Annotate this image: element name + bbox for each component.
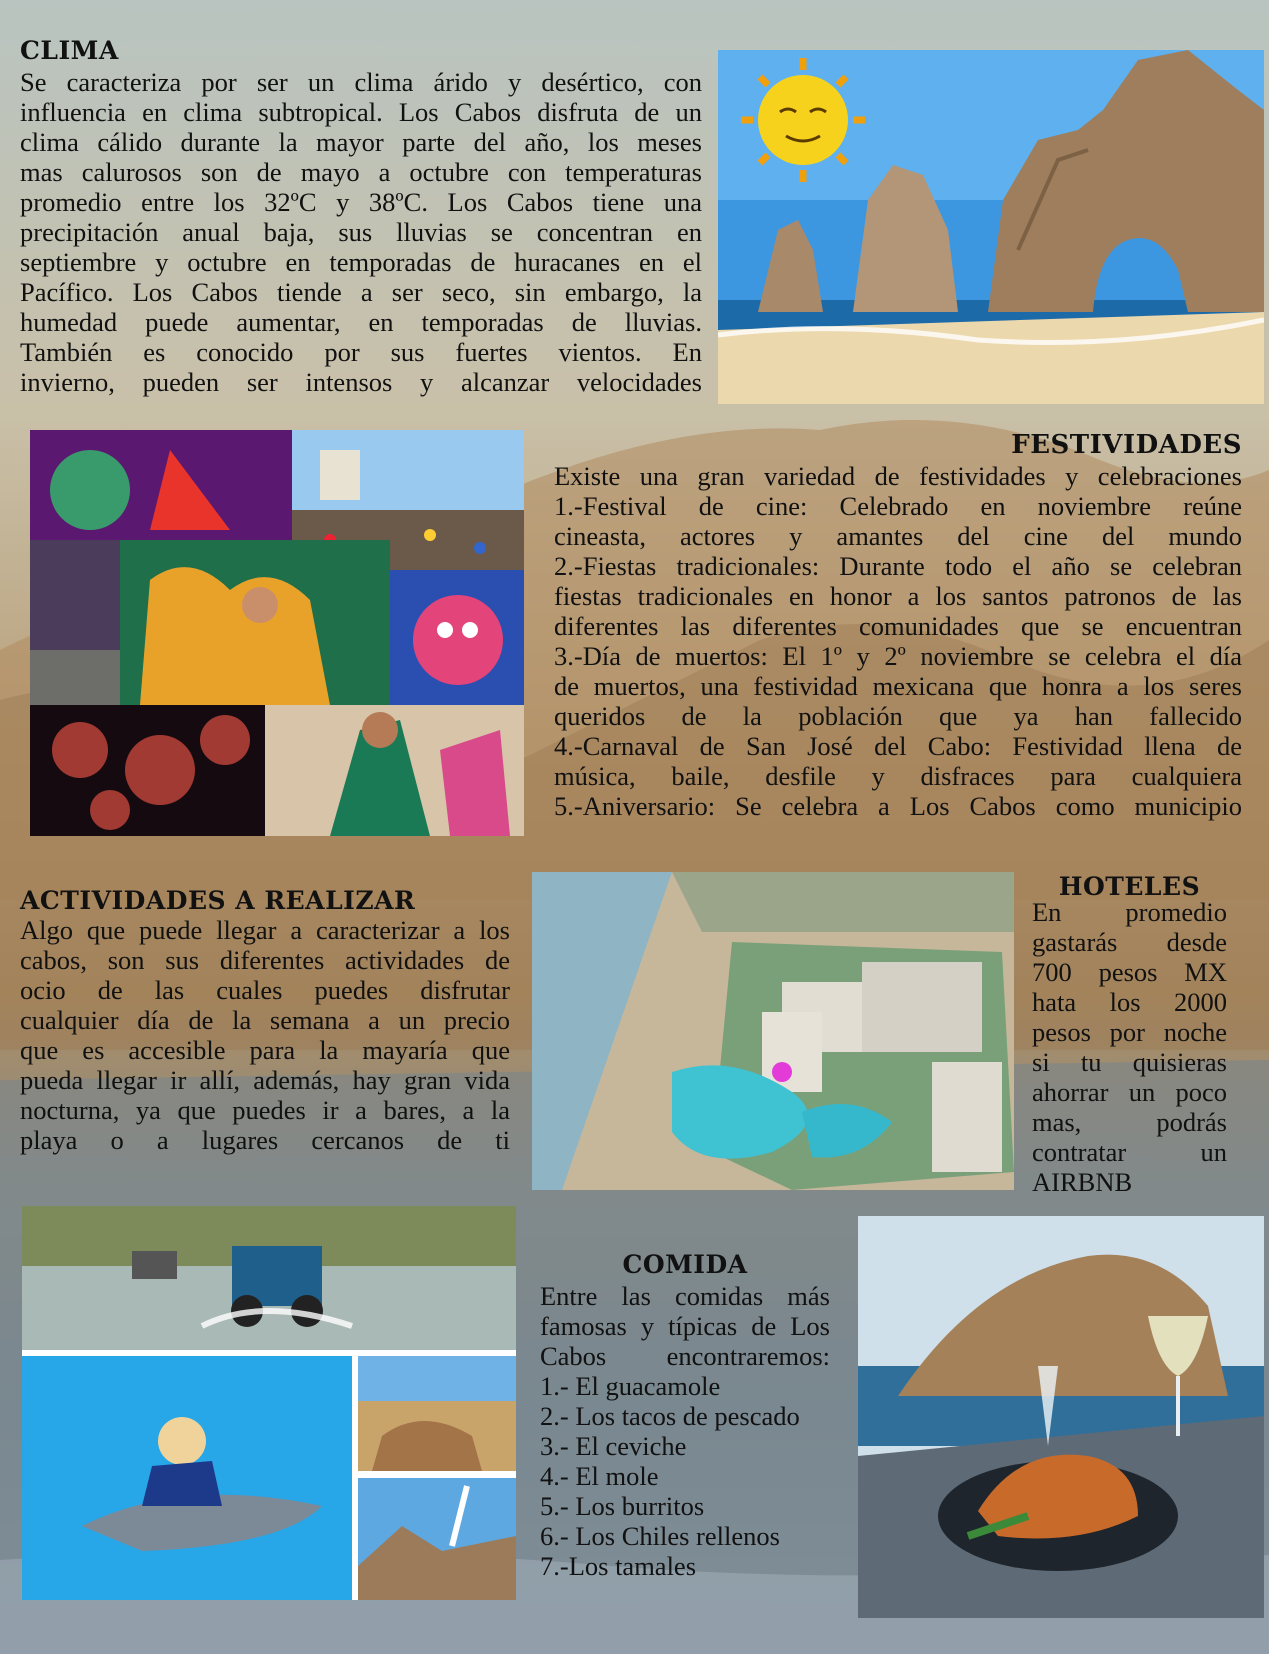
comida-item: 2.- Los tacos de pescado: [540, 1401, 800, 1431]
clima-line: promedio entre los 32ºC y 38ºC. Los Cabos tiene una: [20, 187, 702, 217]
hotel-aerial-photo: [532, 872, 1014, 1190]
comida-intro-line: Entre las comidas más: [540, 1281, 830, 1311]
comida-title: COMIDA: [622, 1250, 748, 1279]
festividades-title: FESTIVIDADES: [1011, 430, 1242, 460]
comida-intro-line: famosas y típicas de Los: [540, 1311, 830, 1341]
actividades-line: cualquier día de la semana a un precio: [20, 1005, 510, 1035]
actividades-collage: [22, 1206, 516, 1600]
hoteles-line: hata los 2000: [1032, 987, 1227, 1017]
clima-line: invierno, pueden ser intensos y alcanzar velocidades: [20, 367, 702, 397]
festividades-line: queridos de la población que ya han fallecido: [554, 701, 1242, 731]
hoteles-line: mas, podrás: [1032, 1107, 1227, 1137]
comida-item: 5.- Los burritos: [540, 1491, 705, 1521]
festividades-line: cineasta, actores y amantes del cine del mundo: [554, 521, 1242, 551]
hoteles-line: En promedio: [1032, 897, 1227, 927]
hoteles-line: si tu quisieras: [1032, 1047, 1227, 1077]
actividades-body: [20, 915, 510, 1155]
festividades-section: [554, 430, 1242, 821]
festividades-line: diferentes las diferentes comunidades que se encuentran: [554, 611, 1242, 641]
clima-line: humedad puede aumentar, en temporadas de lluvias.: [20, 307, 702, 337]
actividades-title: ACTIVIDADES A REALIZAR: [20, 886, 416, 915]
clima-line: También es conocido por sus fuertes vientos. En: [20, 337, 702, 367]
festividades-line: de muertos, una festividad mexicana que honra a los seres: [554, 671, 1242, 701]
hoteles-title: HOTELES: [1058, 872, 1201, 901]
comida-body: [540, 1281, 830, 1371]
clima-line: precipitación anual baja, sus lluvias se concentran en: [20, 217, 702, 247]
festividades-line: 5.-Aniversario: Se celebra a Los Cabos como municipio: [554, 791, 1242, 821]
festividades-line: 3.-Día de muertos: El 1º y 2º noviembre se celebra el día: [554, 641, 1242, 671]
actividades-line: cabos, son sus diferentes actividades de: [20, 945, 510, 975]
actividades-line: Algo que puede llegar a caracterizar a los: [20, 915, 510, 945]
festividades-line: 4.-Carnaval de San José del Cabo: Festividad llena de: [554, 731, 1242, 761]
festividades-collage: [30, 430, 524, 836]
hoteles-line: 700 pesos MX: [1032, 957, 1227, 987]
festividades-line: fiestas tradicionales en honor a los santos patronos de las: [554, 581, 1242, 611]
comida-item: 4.- El mole: [540, 1461, 659, 1491]
festividades-body: [554, 461, 1242, 821]
clima-title: CLIMA: [20, 36, 119, 65]
arch-beach-photo: [718, 50, 1264, 404]
hoteles-line: gastarás desde: [1032, 927, 1227, 957]
hoteles-line: ahorrar un poco: [1032, 1077, 1227, 1107]
festividades-line: música, baile, desfile y disfraces para cualquiera: [554, 761, 1242, 791]
clima-line: Se caracteriza por ser un clima árido y desértico, con: [20, 67, 702, 97]
actividades-line: nocturna, ya que puedes ir a bares, a la: [20, 1095, 510, 1125]
festividades-line: Existe una gran variedad de festividades y celebraciones: [554, 461, 1242, 491]
restaurant-photo: [858, 1216, 1264, 1618]
clima-line: clima cálido durante la mayor parte del año, los meses: [20, 127, 702, 157]
festividades-line: 2.-Fiestas tradicionales: Durante todo el año se celebran: [554, 551, 1242, 581]
clima-section: [20, 36, 702, 397]
actividades-line: que es accesible para la mayaría que: [20, 1035, 510, 1065]
clima-body: [20, 67, 702, 397]
comida-intro-line: Cabos encontraremos:: [540, 1341, 830, 1371]
festividades-line: 1.-Festival de cine: Celebrado en noviembre reúne: [554, 491, 1242, 521]
comida-item: 6.- Los Chiles rellenos: [540, 1521, 780, 1551]
clima-line: Pacífico. Los Cabos tiende a ser seco, sin embargo, la: [20, 277, 702, 307]
comida-item: 7.-Los tamales: [540, 1551, 697, 1581]
hoteles-line: AIRBNB: [1032, 1167, 1133, 1197]
hoteles-line: pesos por noche: [1032, 1017, 1227, 1047]
clima-line: mas calurosos son de mayo a octubre con temperaturas: [20, 157, 702, 187]
clima-line: influencia en clima subtropical. Los Cabos disfruta de un: [20, 97, 702, 127]
actividades-line: pueda llegar ir allí, además, hay gran vida: [20, 1065, 510, 1095]
comida-section: [540, 1250, 830, 1581]
clima-line: septiembre y octubre en temporadas de huracanes en el: [20, 247, 702, 277]
comida-item: 3.- El ceviche: [540, 1431, 687, 1461]
comida-item: 1.- El guacamole: [540, 1371, 721, 1401]
actividades-line: playa o a lugares cercanos de ti: [20, 1125, 510, 1155]
hoteles-line: contratar un: [1032, 1137, 1227, 1167]
actividades-section: [20, 886, 510, 1155]
hoteles-body: [1032, 897, 1227, 1197]
actividades-line: ocio de las cuales puedes disfrutar: [20, 975, 510, 1005]
hoteles-section: [1032, 872, 1227, 1197]
comida-list: [540, 1371, 830, 1581]
